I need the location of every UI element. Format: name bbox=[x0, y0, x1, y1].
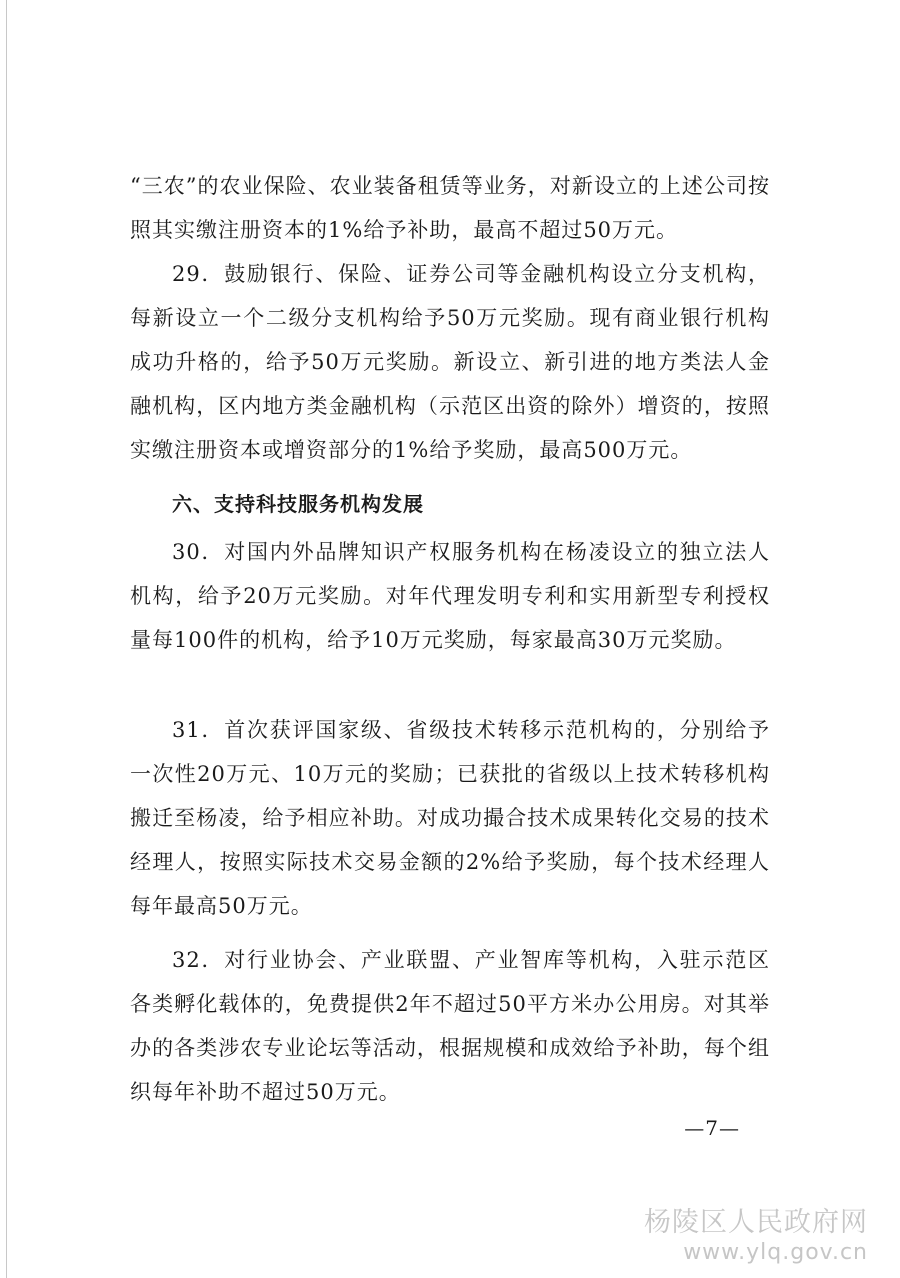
paragraph-item-30: 30．对国内外品牌知识产权服务机构在杨凌设立的独立法人机构，给予20万元奖励。对年代理发明专利和实用新型专利授权量每100件的机构，给予10万元奖励，每家最高30万元奖励。 bbox=[130, 540, 770, 652]
watermark-site-name: 杨陵区人民政府网 bbox=[644, 1207, 868, 1238]
paragraph-continuation: “三农”的农业保险、农业装备租赁等业务，对新设立的上述公司按照其实缴注册资本的1%给予补助，最高不超过50万元。 bbox=[130, 174, 770, 242]
scan-edge-line bbox=[6, 0, 7, 1278]
page-number: —7— bbox=[684, 1116, 740, 1140]
paragraph-item-32: 32．对行业协会、产业联盟、产业智库等机构，入驻示范区各类孵化载体的，免费提供2年不超过50平方米办公用房。对其举办的各类涉农专业论坛等活动，根据规模和成效给予补助，每个组织每年补助不超过50万元。 bbox=[130, 948, 770, 1104]
section-heading: 六、支持科技服务机构发展 bbox=[172, 492, 424, 516]
paragraph-item-29: 29．鼓励银行、保险、证券公司等金融机构设立分支机构，每新设立一个二级分支机构给予50万元奖励。现有商业银行机构成功升格的，给予50万元奖励。新设立、新引进的地方类法人金融机构，区内地方类金融机构（示范区出资的除外）增资的，按照实缴注册资本或增资部分的1%给予奖励，最高500万元。 bbox=[130, 262, 770, 462]
paragraph-item-31: 31．首次获评国家级、省级技术转移示范机构的，分别给予一次性20万元、10万元的奖励；已获批的省级以上技术转移机构搬迁至杨凌，给予相应补助。对成功撮合技术成果转化交易的技术经理人，按照实际技术交易金额的2%给予奖励，每个技术经理人每年最高50万元。 bbox=[130, 718, 770, 918]
watermark-url: www.ylq.gov.cn bbox=[683, 1240, 868, 1265]
